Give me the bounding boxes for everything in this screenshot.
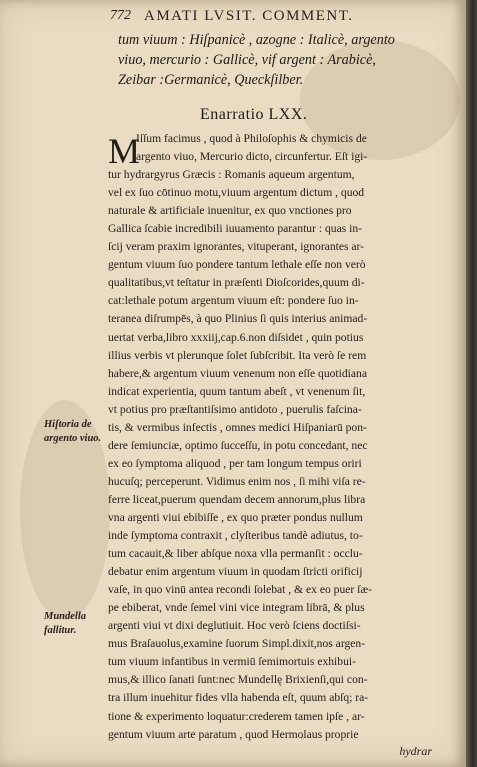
text-line: vaſe, in quo vinū antea recondi ſolebat , & ex eo puer ſæ- [108,583,372,597]
text-line: teranea diſrumpēs, à quo Plinius ſi quis interius animad- [108,312,368,326]
text-line: vel ex ſuo cōtinuo motu,viuum argentum dictum , quod [108,186,365,200]
text-line: hucuſq; perceperunt. Vidimus enim nos , ſi mihi viſa re- [108,474,366,488]
text-line: tra illum inuehitur fides vlla habenda eſt, quum abſq; ra- [108,691,369,705]
catchword: hydrar [399,744,432,758]
text-line: tum cacauit,& liber abſque noxa vlla permanſit : occlu- [108,547,363,561]
margin-note-historia: Hiſtoria de argento viuo. [44,419,102,444]
page-number: 772 [110,8,131,23]
text-line: argenti viui vt dixi deglutiuit. Hoc verò ſciens doctiſsi- [108,619,361,633]
text-line: argento viuo, Mercurio dicto, circunfertur. Eſt igi- [136,150,368,164]
synonym-line: viuo, mercurio : Gallicè, vif argent : Arabicè, [118,52,376,68]
drop-capital: M [108,131,141,171]
text-line: inde ſymptoma contraxit , clyſteribus tandè adiutus, to- [108,529,363,543]
synonyms-block [118,30,458,90]
text-line: uertat verba,libro xxxiij,cap.6.non diſsidet , quin potius [108,330,364,344]
text-line: ferre liceat,puerum quendam decem annorum,plus libra [108,492,366,506]
body-text [108,130,448,744]
text-line: indicat experientia, quum tantum abeſt , vt venenum ſit, [108,384,366,398]
text-line: tione & experimento loquatur:crederem tamen ipſe , ar- [108,709,365,723]
text-line: mus Braſauolus,examine ſuorum Simpl.dixit,nos argen- [108,637,366,651]
section-heading: Enarratio LXX. [200,106,308,123]
text-line: tur hydrargyrus Græcis : Romanis aqueum argentum, [108,168,355,182]
text-line: cat:lethale potum argentum viuum eſt: pondere ſuo in- [108,294,359,308]
text-line: mus,& illico ſanati ſunt:nec Mundellę Brixienſi,qui con- [108,673,368,687]
synonym-line: Zeibar :Germanicè, Queckſilber. [118,72,304,88]
text-line: ex eo ſymptoma aliquod , per tam longum tempus oriri [108,456,362,470]
text-line: tum viuum infantibus in vermiū ſemimortuis exhibui- [108,655,356,669]
text-line: dere ſemiunciæ, optimo ſucceſſu, in potu concedant, nec [108,438,368,452]
text-line: gentum viuum arte paratum , quod Hermolaus proprie [108,727,359,741]
text-line: pe ebiberat, vnde ſemel vini vice integram librā, & plus [108,601,365,615]
text-line: Iſſum facimus , quod à Philoſophis & chymicis de [136,132,367,145]
text-line: vt potius pro præſtantiſsimo antidoto , puerulis faſcina- [108,402,362,416]
synonym-line: tum viuum : Hiſpanicè , azogne : Italicè, argento [118,32,395,48]
book-gutter [466,0,477,767]
text-line: Gallica ſcabie incredibili iuuamento parantur : quas in- [108,222,363,236]
running-head: AMATI LVSIT. COMMENT. [144,8,354,24]
text-line: debatur enim argentum viuum in quodam ſtricti orificij [108,565,363,579]
text-line: vna argenti viui ebibiſſe , ex quo præter pondus nullum [108,510,363,524]
text-line: habere,& argentum viuum venenum non eſſe quotidiana [108,366,367,380]
text-line: gentum viuum ſuo pondere tantum lethale eſſe non verò [108,258,366,272]
text-line: naturale & artificiale inuenitur, ex quo vnctiones pro [108,204,352,218]
text-line: illius verbis vt plerunque ſolet ſubſcribit. Ita verò ſe rem [108,348,367,362]
text-line: tis, & vermibus infectis , omnes medici Hiſpaniarū pon- [108,420,367,434]
text-line: qualitatibus,vt teſtatur in præſenti Dioſcorides,quum di- [108,276,365,290]
text-line: ſcij veram praxim ignorantes, vituperant, ignorantes ar- [108,240,365,254]
margin-note-mundella: Mundella fallitur. [44,611,87,636]
